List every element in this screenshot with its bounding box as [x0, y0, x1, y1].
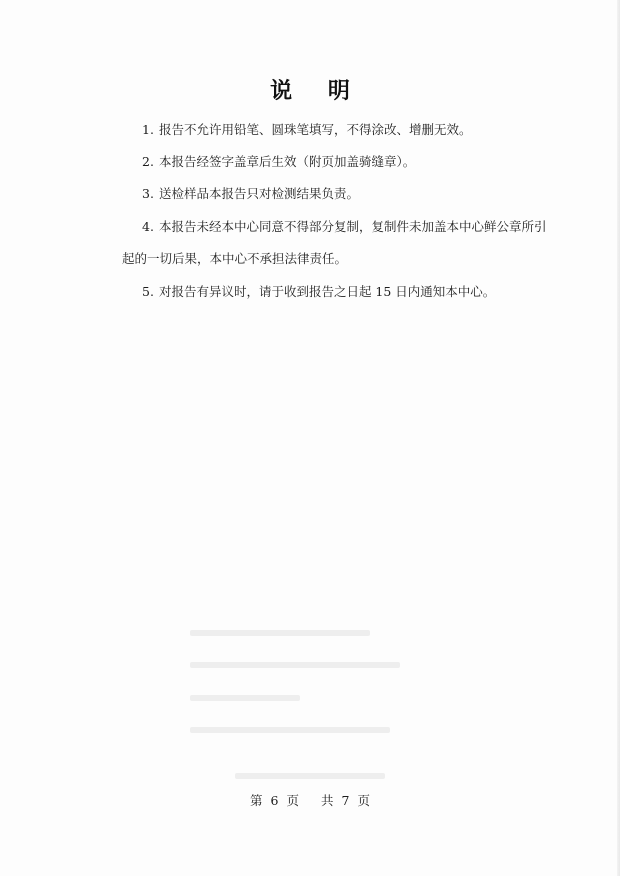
item-number: 4.	[142, 219, 154, 234]
list-item	[142, 184, 359, 202]
list-item	[142, 282, 495, 300]
item-text: 送检样品本报告只对检测结果负责。	[158, 186, 359, 201]
bleed-through-mark	[190, 662, 400, 668]
item-text: 本报告经签字盖章后生效（附页加盖骑缝章）。	[158, 154, 416, 169]
bleed-through-mark	[235, 773, 385, 779]
item-text: 本报告未经本中心同意不得部分复制，复制件未加盖本中心鲜公章所引	[158, 219, 547, 234]
list-item	[142, 120, 471, 138]
item-number: 2.	[142, 154, 154, 169]
item-text: 报告不允许用铅笔、圆珠笔填写，不得涂改、增删无效。	[158, 122, 472, 137]
bleed-through-mark	[190, 695, 300, 701]
list-item-continuation	[122, 249, 347, 267]
total-pages-number: 7	[341, 793, 350, 808]
footer-page-unit: 页	[286, 793, 299, 808]
item-text: 起的一切后果，本中心不承担法律责任。	[122, 251, 348, 266]
list-item	[142, 152, 415, 170]
current-page-number: 6	[270, 793, 279, 808]
footer-total-unit: 页	[357, 793, 370, 808]
item-number: 3.	[142, 186, 154, 201]
item-text: 对报告有异议时，请于收到报告之日起 15 日内通知本中心。	[158, 284, 496, 299]
item-number: 5.	[142, 284, 154, 299]
bleed-through-mark	[190, 727, 390, 733]
footer-prefix: 第	[250, 793, 263, 808]
page-number-footer	[0, 791, 620, 809]
list-item	[142, 217, 546, 235]
bleed-through-mark	[190, 630, 370, 636]
page-title: 说 明	[270, 78, 364, 104]
item-number: 1.	[142, 122, 154, 137]
footer-total-prefix: 共	[321, 793, 334, 808]
